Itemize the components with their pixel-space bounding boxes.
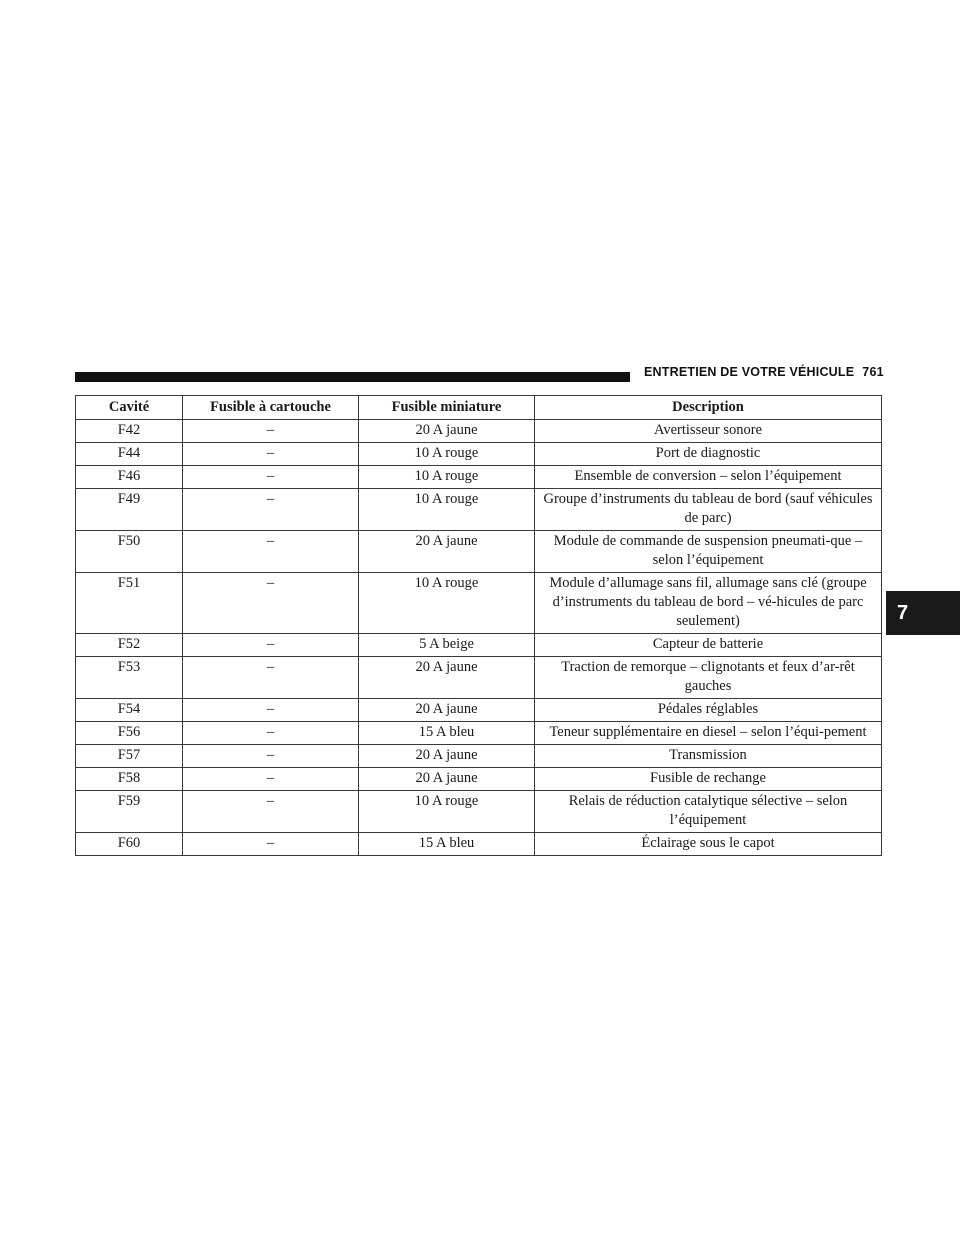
- cell-cavity: F49: [76, 489, 183, 531]
- cell-cartridge-fuse: –: [183, 745, 359, 768]
- cell-cavity: F59: [76, 791, 183, 833]
- header-rule: [75, 372, 630, 382]
- cell-description: Module de commande de suspension pneumati-que – selon l’équipement: [535, 531, 882, 573]
- cell-cartridge-fuse: –: [183, 833, 359, 856]
- cell-description: Fusible de rechange: [535, 768, 882, 791]
- cell-description: Éclairage sous le capot: [535, 833, 882, 856]
- fuse-table: [75, 395, 882, 856]
- column-header-cartridge-fuse: Fusible à cartouche: [183, 396, 359, 420]
- cell-cartridge-fuse: –: [183, 420, 359, 443]
- cell-description: Ensemble de conversion – selon l’équipement: [535, 466, 882, 489]
- table-row: [76, 466, 882, 489]
- table-header-row: [76, 396, 882, 420]
- running-header: [644, 365, 884, 379]
- table-row: [76, 634, 882, 657]
- cell-cartridge-fuse: –: [183, 722, 359, 745]
- cell-cavity: F56: [76, 722, 183, 745]
- cell-cavity: F51: [76, 573, 183, 634]
- table-row: [76, 531, 882, 573]
- table-row: [76, 791, 882, 833]
- table-row: [76, 573, 882, 634]
- column-header-mini-fuse: Fusible miniature: [359, 396, 535, 420]
- cell-cavity: F60: [76, 833, 183, 856]
- cell-cavity: F58: [76, 768, 183, 791]
- table-row: [76, 722, 882, 745]
- column-header-description: Description: [535, 396, 882, 420]
- cell-mini-fuse: 15 A bleu: [359, 722, 535, 745]
- table-row: [76, 768, 882, 791]
- cell-description: Port de diagnostic: [535, 443, 882, 466]
- cell-description: Transmission: [535, 745, 882, 768]
- chapter-tab: [886, 591, 960, 635]
- cell-cavity: F44: [76, 443, 183, 466]
- cell-cavity: F54: [76, 699, 183, 722]
- cell-mini-fuse: 20 A jaune: [359, 699, 535, 722]
- table-row: [76, 489, 882, 531]
- cell-mini-fuse: 15 A bleu: [359, 833, 535, 856]
- cell-mini-fuse: 20 A jaune: [359, 768, 535, 791]
- table-row: [76, 745, 882, 768]
- cell-description: Pédales réglables: [535, 699, 882, 722]
- cell-cartridge-fuse: –: [183, 768, 359, 791]
- cell-cavity: F53: [76, 657, 183, 699]
- cell-mini-fuse: 10 A rouge: [359, 489, 535, 531]
- section-title: ENTRETIEN DE VOTRE VÉHICULE: [644, 365, 855, 379]
- cell-cartridge-fuse: –: [183, 466, 359, 489]
- cell-cartridge-fuse: –: [183, 531, 359, 573]
- cell-mini-fuse: 20 A jaune: [359, 531, 535, 573]
- cell-cavity: F46: [76, 466, 183, 489]
- column-header-cavity: Cavité: [76, 396, 183, 420]
- chapter-number: 7: [897, 601, 909, 624]
- cell-mini-fuse: 10 A rouge: [359, 573, 535, 634]
- table-row: [76, 657, 882, 699]
- cell-description: Module d’allumage sans fil, allumage sans clé (groupe d’instruments du tableau de bord – vé-hicules de parc seulement): [535, 573, 882, 634]
- cell-mini-fuse: 10 A rouge: [359, 443, 535, 466]
- cell-cartridge-fuse: –: [183, 791, 359, 833]
- cell-description: Capteur de batterie: [535, 634, 882, 657]
- table-row: [76, 833, 882, 856]
- cell-cartridge-fuse: –: [183, 573, 359, 634]
- cell-mini-fuse: 20 A jaune: [359, 657, 535, 699]
- cell-description: Relais de réduction catalytique sélective – selon l’équipement: [535, 791, 882, 833]
- cell-mini-fuse: 10 A rouge: [359, 791, 535, 833]
- table-row: [76, 443, 882, 466]
- cell-cartridge-fuse: –: [183, 443, 359, 466]
- cell-cartridge-fuse: –: [183, 657, 359, 699]
- cell-description: Teneur supplémentaire en diesel – selon l’équi-pement: [535, 722, 882, 745]
- cell-cartridge-fuse: –: [183, 489, 359, 531]
- cell-cavity: F57: [76, 745, 183, 768]
- cell-cavity: F42: [76, 420, 183, 443]
- page-number: 761: [862, 365, 884, 379]
- cell-mini-fuse: 5 A beige: [359, 634, 535, 657]
- cell-mini-fuse: 20 A jaune: [359, 420, 535, 443]
- cell-cartridge-fuse: –: [183, 699, 359, 722]
- cell-description: Traction de remorque – clignotants et feux d’ar-rêt gauches: [535, 657, 882, 699]
- cell-cartridge-fuse: –: [183, 634, 359, 657]
- cell-cavity: F50: [76, 531, 183, 573]
- table-row: [76, 699, 882, 722]
- cell-mini-fuse: 20 A jaune: [359, 745, 535, 768]
- table-row: [76, 420, 882, 443]
- cell-cavity: F52: [76, 634, 183, 657]
- cell-description: Avertisseur sonore: [535, 420, 882, 443]
- cell-mini-fuse: 10 A rouge: [359, 466, 535, 489]
- cell-description: Groupe d’instruments du tableau de bord (sauf véhicules de parc): [535, 489, 882, 531]
